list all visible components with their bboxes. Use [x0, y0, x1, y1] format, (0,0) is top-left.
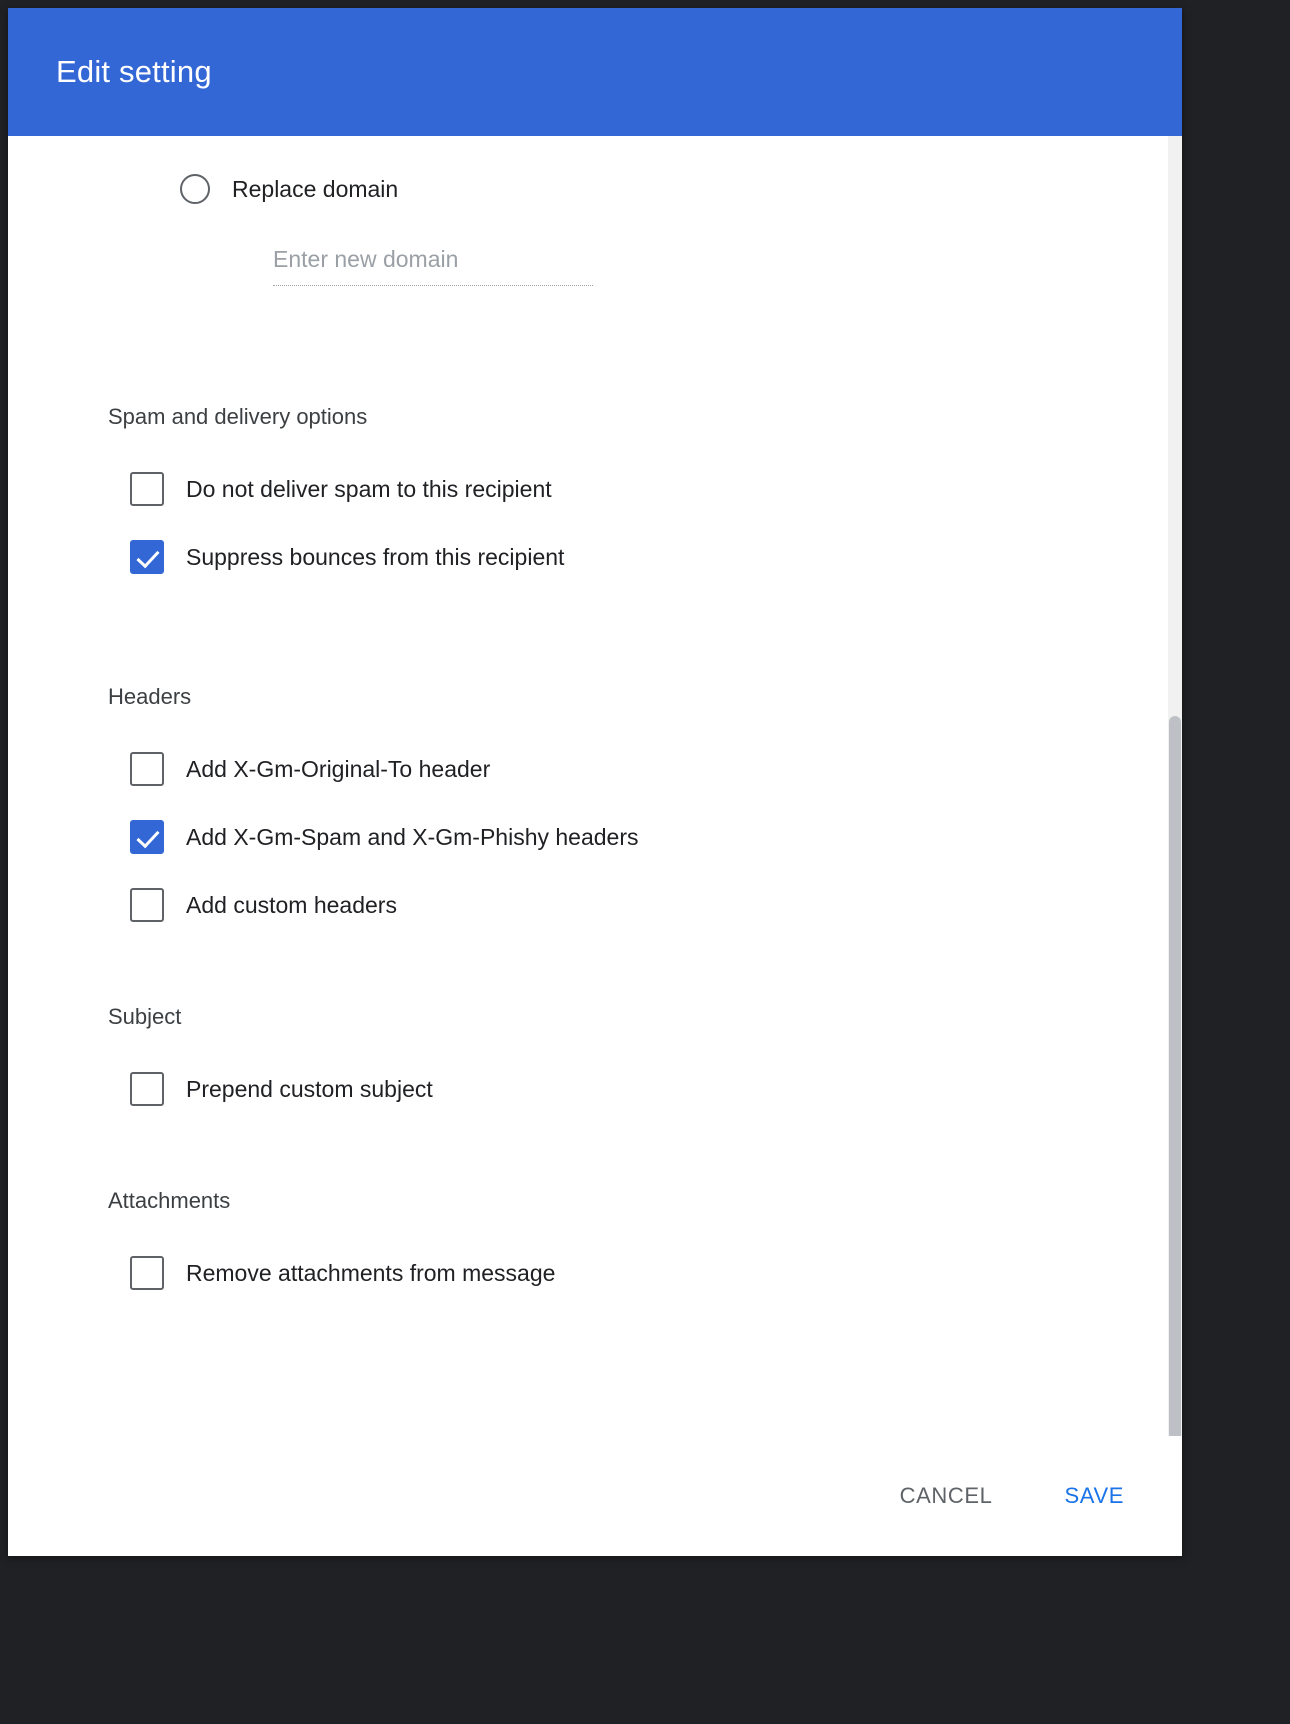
- checkbox-icon[interactable]: [130, 472, 164, 506]
- section-attachments: [108, 1188, 1142, 1290]
- settings-form: [8, 136, 1182, 1436]
- checkbox-checked-icon[interactable]: [130, 820, 164, 854]
- checkbox-label-prepend-subject: Prepend custom subject: [186, 1075, 433, 1102]
- checkbox-icon[interactable]: [130, 752, 164, 786]
- checkbox-row-no-spam[interactable]: [130, 472, 1142, 506]
- new-domain-field-wrap: [273, 246, 593, 286]
- edit-setting-dialog: [8, 8, 1182, 1556]
- dialog-header: [8, 8, 1182, 136]
- checkbox-row-prepend-subject[interactable]: [130, 1072, 1142, 1106]
- checkbox-label-custom-headers: Add custom headers: [186, 891, 397, 918]
- section-title-attachments: Attachments: [108, 1188, 231, 1213]
- page-title: Edit setting: [56, 54, 212, 89]
- section-title-subject: Subject: [108, 1004, 182, 1029]
- replace-domain-label: Replace domain: [232, 175, 399, 202]
- dialog-footer: [8, 1436, 1182, 1556]
- checkbox-label-no-spam: Do not deliver spam to this recipient: [186, 475, 552, 502]
- radio-icon[interactable]: [180, 174, 210, 204]
- new-domain-input[interactable]: [273, 246, 593, 286]
- checkbox-label-remove-attachments: Remove attachments from message: [186, 1259, 556, 1286]
- checkbox-checked-icon[interactable]: [130, 540, 164, 574]
- checkbox-row-original-to[interactable]: [130, 752, 1142, 786]
- section-headers: [108, 684, 1142, 922]
- checkbox-row-remove-attachments[interactable]: [130, 1256, 1142, 1290]
- checkbox-row-spam-phishy[interactable]: [130, 820, 1142, 854]
- checkbox-icon[interactable]: [130, 888, 164, 922]
- section-title-headers: Headers: [108, 684, 192, 709]
- save-button[interactable]: SAVE: [1041, 1469, 1148, 1523]
- checkbox-label-spam-phishy: Add X-Gm-Spam and X-Gm-Phishy headers: [186, 823, 639, 850]
- section-spam: [108, 404, 1142, 574]
- section-title-spam: Spam and delivery options: [108, 404, 368, 429]
- checkbox-icon[interactable]: [130, 1256, 164, 1290]
- checkbox-label-suppress-bounces: Suppress bounces from this recipient: [186, 543, 565, 570]
- scrollbar-track[interactable]: [1168, 136, 1182, 1436]
- cancel-button[interactable]: CANCEL: [876, 1469, 1017, 1523]
- scrollbar-thumb[interactable]: [1169, 716, 1181, 1436]
- replace-domain-radio-row[interactable]: [108, 136, 1142, 204]
- checkbox-label-original-to: Add X-Gm-Original-To header: [186, 755, 491, 782]
- checkbox-icon[interactable]: [130, 1072, 164, 1106]
- checkbox-row-suppress-bounces[interactable]: [130, 540, 1142, 574]
- dialog-body: [8, 136, 1182, 1436]
- section-subject: [108, 1004, 1142, 1106]
- checkbox-row-custom-headers[interactable]: [130, 888, 1142, 922]
